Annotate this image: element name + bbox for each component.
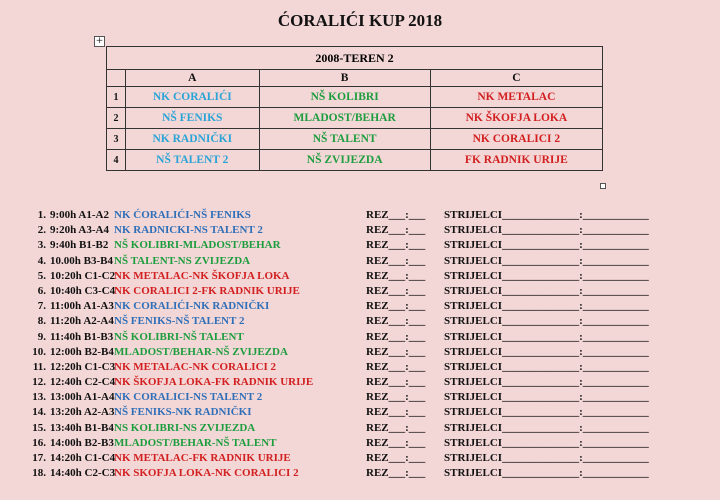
scorers-field: STRIJELCI______________:____________ <box>444 239 649 252</box>
match-teams: NŠ KOLIBRI-MLADOST/BEHAR <box>114 239 281 252</box>
scorers-field: STRIJELCI______________:____________ <box>444 315 649 328</box>
team-cell: MLADOST/BEHAR <box>259 108 430 129</box>
team-cell: NŠ ZVIJEZDA <box>259 150 430 171</box>
result-field: REZ___:___ <box>366 254 426 267</box>
row-number: 2 <box>107 108 126 129</box>
table-caption: 2008-TEREN 2 <box>107 47 603 70</box>
result-field: REZ___:___ <box>366 239 426 252</box>
match-row <box>26 284 706 299</box>
match-number: 15. <box>32 421 46 434</box>
match-time: 10:20h C1-C2 <box>50 269 116 282</box>
result-field: REZ___:___ <box>366 452 426 464</box>
match-number: 16. <box>32 436 46 449</box>
match-time: 9:40h B1-B2 <box>50 239 109 252</box>
groups-table <box>106 46 603 171</box>
match-number: 1. <box>37 209 46 221</box>
scorers-field: STRIJELCI______________:____________ <box>444 421 649 434</box>
result-field: REZ___:___ <box>366 421 426 434</box>
match-time: 11:40h B1-B3 <box>50 330 114 343</box>
scorers-field: STRIJELCI______________:____________ <box>444 345 649 358</box>
match-teams: NK METALAC-NK CORALICI 2 <box>114 360 277 373</box>
match-row <box>26 390 706 405</box>
match-time: 13:00h A1-A4 <box>50 391 115 404</box>
result-field: REZ___:___ <box>366 284 426 297</box>
match-teams: MLADOST/BEHAR-NŠ ZVIJEZDA <box>114 345 288 358</box>
result-field: REZ___:___ <box>366 224 426 237</box>
table-move-handle-icon[interactable]: + <box>95 36 104 46</box>
team-cell: NŠ TALENT 2 <box>126 150 260 171</box>
match-number: 8. <box>37 315 46 328</box>
table-row <box>107 108 603 129</box>
table-row <box>107 129 603 150</box>
match-row <box>26 466 706 481</box>
match-time: 9:00h A1-A2 <box>50 209 109 221</box>
page-title: ĆORALIĆI KUP 2018 <box>277 11 443 30</box>
match-number: 5. <box>37 269 46 282</box>
team-cell: NK METALAC <box>430 87 602 108</box>
match-number: 9. <box>37 330 46 343</box>
row-number: 1 <box>107 87 126 108</box>
match-teams: NK METALAC-FK RADNIK URIJE <box>114 452 291 464</box>
result-field: REZ___:___ <box>366 315 426 328</box>
result-field: REZ___:___ <box>366 360 426 373</box>
match-time: 12:00h B2-B4 <box>50 345 114 358</box>
match-number: 13. <box>32 391 46 404</box>
column-header-a: A <box>126 70 260 87</box>
match-number: 7. <box>37 300 46 313</box>
match-teams: NŠ FENIKS-NŠ TALENT 2 <box>114 315 245 328</box>
scorers-field: STRIJELCI______________:____________ <box>444 330 649 343</box>
table-resize-handle[interactable] <box>600 183 606 189</box>
match-row <box>26 314 706 329</box>
team-cell: NK CORALICI 2 <box>430 129 602 150</box>
match-number: 11. <box>32 360 46 373</box>
result-field: REZ___:___ <box>366 330 426 343</box>
team-cell: NK CORALIĆI <box>126 87 260 108</box>
scorers-field: STRIJELCI______________:____________ <box>444 376 649 389</box>
scorers-field: STRIJELCI______________:____________ <box>444 391 649 404</box>
result-field: REZ___:___ <box>366 345 426 358</box>
scorers-field: STRIJELCI______________:____________ <box>444 360 649 373</box>
match-row <box>26 208 706 223</box>
match-teams: NK ĆORALIĆI-NŠ FENIKS <box>114 209 251 221</box>
team-cell: NK ŠKOFJA LOKA <box>430 108 602 129</box>
match-teams: NK ŠKOFJA LOKA-FK RADNIK URIJE <box>114 376 314 389</box>
result-field: REZ___:___ <box>366 269 426 282</box>
team-cell: FK RADNIK URIJE <box>430 150 602 171</box>
match-number: 17. <box>32 452 46 464</box>
match-teams: NK SKOFJA LOKA-NK CORALICI 2 <box>114 467 299 480</box>
match-row <box>26 299 706 314</box>
match-row <box>26 421 706 436</box>
result-field: REZ___:___ <box>366 376 426 389</box>
match-time: 11:00h A1-A3 <box>50 300 114 313</box>
match-number: 2. <box>37 224 46 237</box>
scorers-field: STRIJELCI______________:____________ <box>444 300 649 313</box>
scorers-field: STRIJELCI______________:____________ <box>444 209 649 221</box>
match-teams: NŠ TALENT-NS ZVIJEZDA <box>114 254 251 267</box>
match-teams: NŠ KOLIBRI-NŠ TALENT <box>114 330 244 343</box>
match-time: 10:40h C3-C4 <box>50 284 116 297</box>
scorers-field: STRIJELCI______________:____________ <box>444 406 649 419</box>
scorers-field: STRIJELCI______________:____________ <box>444 467 649 480</box>
match-teams: NŠ FENIKS-NK RADNIČKI <box>114 406 252 419</box>
match-row <box>26 405 706 420</box>
result-field: REZ___:___ <box>366 300 426 313</box>
match-time: 12:20h C1-C3 <box>50 360 116 373</box>
corner-cell <box>107 70 126 87</box>
match-time: 14:40h C2-C3 <box>50 467 116 480</box>
match-row <box>26 375 706 390</box>
table-row <box>107 150 603 171</box>
match-row <box>26 254 706 269</box>
result-field: REZ___:___ <box>366 391 426 404</box>
row-number: 3 <box>107 129 126 150</box>
match-teams: NS KOLIBRI-NS ZVIJEZDA <box>114 421 256 434</box>
result-field: REZ___:___ <box>366 209 426 221</box>
scorers-field: STRIJELCI______________:____________ <box>444 436 649 449</box>
match-time: 14:20h C1-C4 <box>50 452 116 464</box>
match-time: 13:40h B1-B4 <box>50 421 114 434</box>
match-row <box>26 238 706 253</box>
match-teams: NK CORALIĆI-NK RADNIČKI <box>114 300 270 313</box>
match-time: 14:00h B2-B3 <box>50 436 114 449</box>
scorers-field: STRIJELCI______________:____________ <box>444 254 649 267</box>
row-number: 4 <box>107 150 126 171</box>
table-row <box>107 87 603 108</box>
match-number: 4. <box>37 254 46 267</box>
match-schedule <box>26 208 706 481</box>
match-number: 10. <box>32 345 46 358</box>
match-time: 12:40h C2-C4 <box>50 376 116 389</box>
match-teams: MLADOST/BEHAR-NŠ TALENT <box>114 436 277 449</box>
match-teams: NK CORALICI-NS TALENT 2 <box>114 391 263 404</box>
match-number: 18. <box>32 467 46 480</box>
scorers-field: STRIJELCI______________:____________ <box>444 269 649 282</box>
result-field: REZ___:___ <box>366 467 426 480</box>
match-teams: NK RADNICKI-NS TALENT 2 <box>114 224 263 237</box>
team-cell: NŠ FENIKS <box>126 108 260 129</box>
scorers-field: STRIJELCI______________:____________ <box>444 224 649 237</box>
team-cell: NK RADNIČKI <box>126 129 260 150</box>
match-teams: NK CORALICI 2-FK RADNIK URIJE <box>114 284 300 297</box>
match-number: 12. <box>32 376 46 389</box>
match-row <box>26 223 706 238</box>
match-number: 6. <box>37 284 46 297</box>
match-row <box>26 360 706 375</box>
match-number: 3. <box>37 239 46 252</box>
match-number: 14. <box>32 406 46 419</box>
result-field: REZ___:___ <box>366 436 426 449</box>
match-row <box>26 451 706 466</box>
scorers-field: STRIJELCI______________:____________ <box>444 452 649 464</box>
column-header-c: C <box>430 70 602 87</box>
match-time: 10.00h B3-B4 <box>50 254 113 267</box>
match-row <box>26 269 706 284</box>
match-time: 11:20h A2-A4 <box>50 315 114 328</box>
match-row <box>26 330 706 345</box>
match-time: 13:20h A2-A3 <box>50 406 115 419</box>
match-row <box>26 436 706 451</box>
match-teams: NK METALAC-NK ŠKOFJA LOKA <box>114 269 290 282</box>
match-row <box>26 345 706 360</box>
column-header-b: B <box>259 70 430 87</box>
team-cell: NŠ TALENT <box>259 129 430 150</box>
team-cell: NŠ KOLIBRI <box>259 87 430 108</box>
scorers-field: STRIJELCI______________:____________ <box>444 284 649 297</box>
match-time: 9:20h A3-A4 <box>50 224 109 237</box>
result-field: REZ___:___ <box>366 406 426 419</box>
